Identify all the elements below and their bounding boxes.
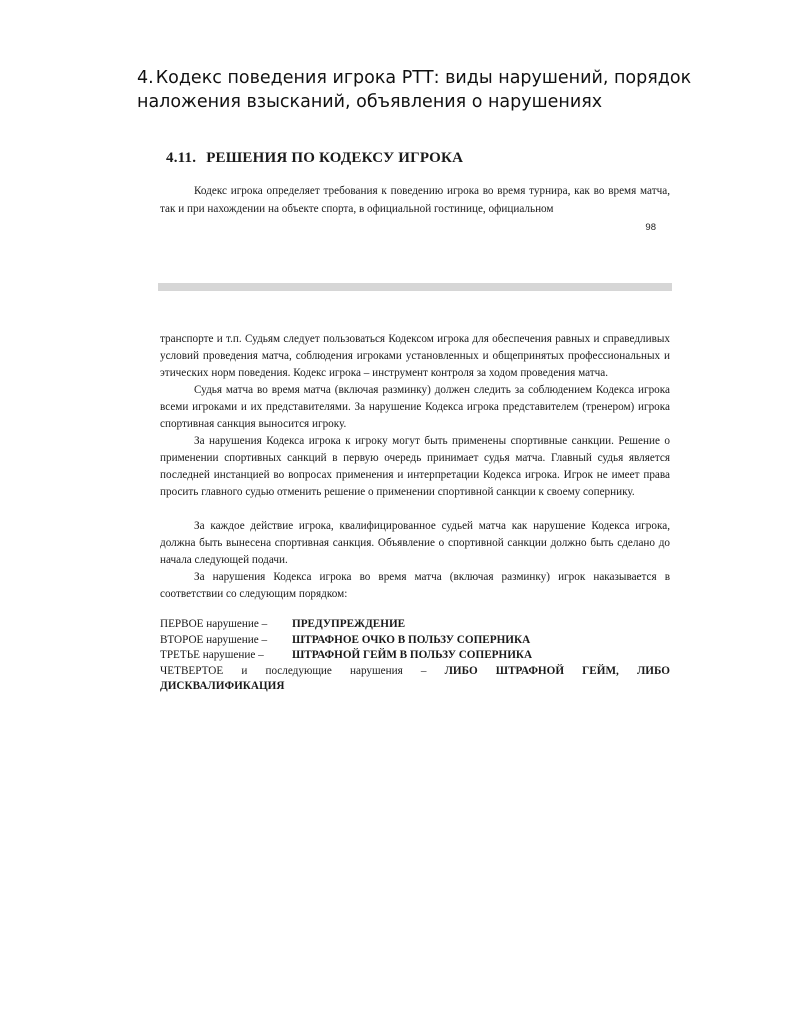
- penalty-value: ПРЕДУПРЕЖДЕНИЕ: [292, 618, 406, 630]
- paragraph-2: Судья матча во время матча (включая разминку) должен следить за соблюдением Кодекса игрока всеми игроками и их представителями. За нарушение Кодекса игрока представителем (тренером) игрока спортивная санкция выносится игроку.: [160, 384, 670, 430]
- paragraph-4: За каждое действие игрока, квалифицированное судьей матча как нарушение Кодекса игрока, должна быть вынесена спортивная санкция. Объявление о спортивной санкции должно быть сделано до начала следующей подачи.: [160, 520, 670, 566]
- document-heading: [137, 66, 757, 114]
- penalty-value-continued: ДИСКВАЛИФИКАЦИЯ: [160, 680, 285, 692]
- penalty-list: [160, 617, 670, 695]
- penalty-value: ШТРАФНОЕ ОЧКО В ПОЛЬЗУ СОПЕРНИКА: [292, 633, 531, 646]
- penalty-value: ЛИБО ШТРАФНОЙ ГЕЙМ, ЛИБО: [444, 664, 670, 677]
- section-number: 4.11.: [166, 150, 197, 166]
- paragraph-1: транспорте и т.п. Судьям следует пользоваться Кодексом игрока для обеспечения равных и справедливых условий проведения матча, соблюдения игроками установленных и общепринятых профессиональных и этических норм поведения. Кодекс игрока – инструмент контроля за ходом проведения матча.: [160, 333, 670, 379]
- penalty-row: [160, 648, 670, 664]
- penalty-row: [160, 633, 670, 649]
- penalty-label: ТРЕТЬЕ нарушение –: [160, 649, 264, 661]
- penalty-value: ШТРАФНОЙ ГЕЙМ В ПОЛЬЗУ СОПЕРНИКА: [292, 649, 533, 661]
- scan-page-top: [160, 150, 670, 233]
- paragraph-3: За нарушения Кодекса игрока к игроку могут быть применены спортивные санкции. Решение о применении спортивных санкций в первую очередь принимает судья матча. Главный судья является последней инстанцией во вопросах применения и интерпретации Кодекса игрока. Игрок не имеет права просить главного судью отменить решение о применении спортивной санкции к своему сопернику.: [160, 435, 670, 498]
- penalty-label: ЧЕТВЕРТОЕ и последующие нарушения –: [160, 664, 427, 677]
- scan-page-bottom: [160, 331, 670, 695]
- penalty-label: ВТОРОЕ нарушение –: [160, 633, 268, 646]
- penalty-row: [160, 617, 670, 633]
- intro-paragraph: Кодекс игрока определяет требования к поведению игрока во время турнира, как во время матча, так и при нахождении на объекте спорта, в официальной гостинице, официальном: [160, 185, 670, 215]
- heading-number: 4.: [137, 68, 154, 88]
- paragraph-5: За нарушения Кодекса игрока во время матча (включая разминку) игрок наказывается в соответствии со следующим порядком:: [160, 571, 670, 600]
- page-break-divider: [158, 283, 672, 291]
- heading-text: Кодекс поведения игрока РТТ: виды нарушений, порядок наложения взысканий, объявления о нарушениях: [137, 68, 692, 112]
- section-title-text: РЕШЕНИЯ ПО КОДЕКСУ ИГРОКА: [206, 150, 464, 166]
- penalty-label: ПЕРВОЕ нарушение –: [160, 618, 268, 630]
- penalty-row-last: [160, 664, 670, 680]
- page-number: 98: [645, 222, 656, 233]
- spacer: [160, 501, 670, 518]
- section-title: [166, 150, 670, 167]
